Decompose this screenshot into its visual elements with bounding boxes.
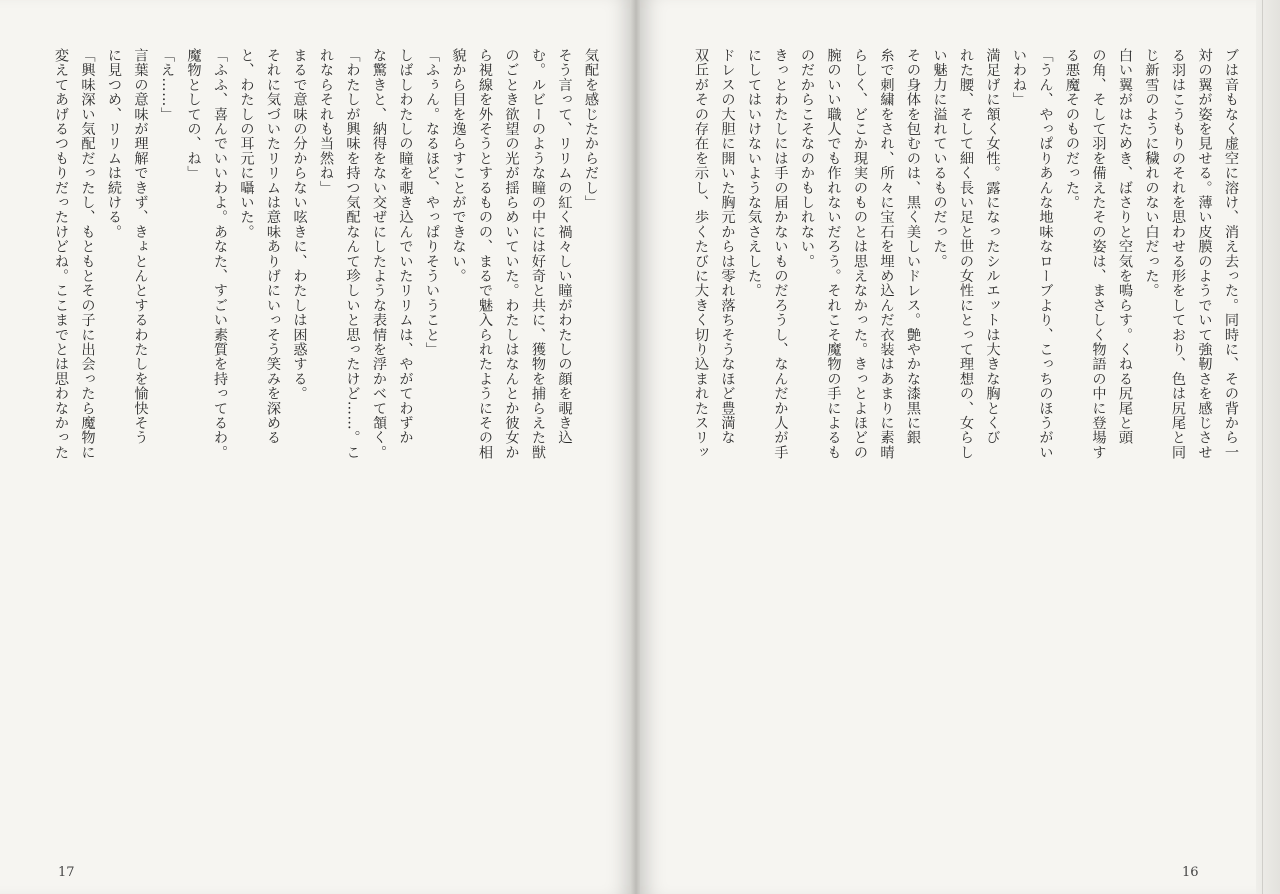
right-text-line: いわね」 bbox=[1011, 48, 1027, 107]
left-text-line: 「興味深い気配だったし、もともとその子に出会ったら魔物に bbox=[79, 48, 96, 460]
left-text-line: 「わたしが興味を持つ気配なんて珍しいと思ったけど……。こ bbox=[344, 48, 361, 460]
right-page-number: 16 bbox=[1182, 865, 1199, 880]
right-text-line: その身体を包むのは、黒く美しいドレス。艶やかな漆黒に銀 bbox=[905, 48, 921, 445]
right-text-line: 対の翼が姿を見せる。薄い皮膜のようでいて強靭さを感じさせ bbox=[1196, 48, 1213, 460]
right-text-line: らしく、どこか現実のものとは思えなかった。きっとよほどの bbox=[852, 48, 868, 460]
left-text-line: のごとき欲望の光が揺らめいていた。わたしはなんとか彼女か bbox=[503, 48, 520, 460]
right-text-line: れた腰、そして細く長い足と世の女性にとって理想の、女らし bbox=[958, 48, 974, 460]
left-text-line: む。ルビーのような瞳の中には好奇と共に、獲物を捕らえた獣 bbox=[530, 48, 546, 460]
right-text-line: のだからこそなのかもしれない。 bbox=[799, 48, 815, 269]
right-text-line: 双丘がその存在を示し、歩くたびに大きく切り込まれたスリッ bbox=[693, 48, 709, 460]
right-page-text bbox=[688, 48, 1244, 808]
left-text-line bbox=[44, 48, 48, 808]
left-text-line: 魔物としての、ね」 bbox=[185, 48, 202, 181]
right-text-line: ブは音もなく虚空に溶け、消え去った。同時に、その背から一 bbox=[1223, 48, 1239, 460]
left-text-line: 気配を感じたからだし」 bbox=[583, 48, 599, 210]
right-text-line: 腕のいい職人でも作れないだろう。それこそ魔物の手によるも bbox=[825, 48, 842, 460]
right-text-line: 「うん、やっぱりあんな地味なローブより、こっちのほうがい bbox=[1037, 48, 1054, 460]
left-text-line: 「ふぅん。なるほど、やっぱりそういうこと」 bbox=[424, 48, 440, 357]
right-page bbox=[640, 0, 1280, 894]
left-text-line: に見つめ、リリムは続ける。 bbox=[106, 48, 122, 240]
left-page bbox=[0, 0, 632, 894]
left-text-line: ら視線を外そうとするものの、まるで魅入られたようにその相 bbox=[477, 48, 493, 460]
left-text-line: 貌から目を逸らすことができない。 bbox=[450, 48, 467, 284]
left-text-line: まるで意味の分からない呟きに、わたしは困惑する。 bbox=[291, 48, 308, 401]
right-text-line: の角、そして羽を備えたその姿は、まさしく物語の中に登場す bbox=[1090, 48, 1107, 460]
page-edge bbox=[1256, 0, 1280, 894]
left-page-text bbox=[44, 48, 604, 808]
right-text-line: い魅力に溢れているものだった。 bbox=[931, 48, 948, 269]
right-text-line: じ新雪のように穢れのない白だった。 bbox=[1143, 48, 1160, 298]
left-text-line: 言葉の意味が理解できず、きょとんとするわたしを愉快そう bbox=[132, 48, 149, 445]
right-text-line: にしてはいけないような気さえした。 bbox=[746, 48, 762, 298]
left-text-line: そう言って、リリムの紅く禍々しい瞳がわたしの顔を覗き込 bbox=[556, 48, 573, 445]
right-text-line: る羽はこうもりのそれを思わせる形をしており、色は尻尾と同 bbox=[1170, 48, 1186, 460]
left-text-line: れならそれも当然ね」 bbox=[318, 48, 334, 195]
left-text-line: 「ふふ、喜んでいいわよ。あなた、すごい素質を持ってるわ。 bbox=[212, 48, 228, 460]
left-text-line: と、わたしの耳元に囁いた。 bbox=[238, 48, 255, 240]
left-text-line: それに気づいたリリムは意味ありげにいっそう笑みを深める bbox=[265, 48, 281, 445]
left-text-line: 変えてあげるつもりだったけどね。ここまでとは思わなかった bbox=[53, 48, 69, 460]
right-text-line: 糸で刺繍をされ、所々に宝石を埋め込んだ衣装はあまりに素晴 bbox=[878, 48, 895, 460]
right-text-line: ドレスの大胆に開いた胸元からは零れ落ちそうなほど豊満な bbox=[719, 48, 736, 445]
right-text-line: きっとわたしには手の届かないものだろうし、なんだか人が手 bbox=[772, 48, 789, 460]
left-text-line: な驚きと、納得をない交ぜにしたような表情を浮かべて頷く。 bbox=[371, 48, 387, 460]
right-text-line: 白い翼がはためき、ばさりと空気を鳴らす。くねる尻尾と頭 bbox=[1117, 48, 1133, 445]
left-text-line: 「え……」 bbox=[159, 48, 175, 122]
left-text-line: しばしわたしの瞳を覗き込んでいたリリムは、やがてわずか bbox=[397, 48, 414, 445]
left-page-number: 17 bbox=[58, 865, 75, 880]
right-text-line: る悪魔そのものだった。 bbox=[1064, 48, 1080, 210]
right-text-line: 満足げに頷く女性。露になったシルエットは大きな胸とくび bbox=[984, 48, 1001, 445]
